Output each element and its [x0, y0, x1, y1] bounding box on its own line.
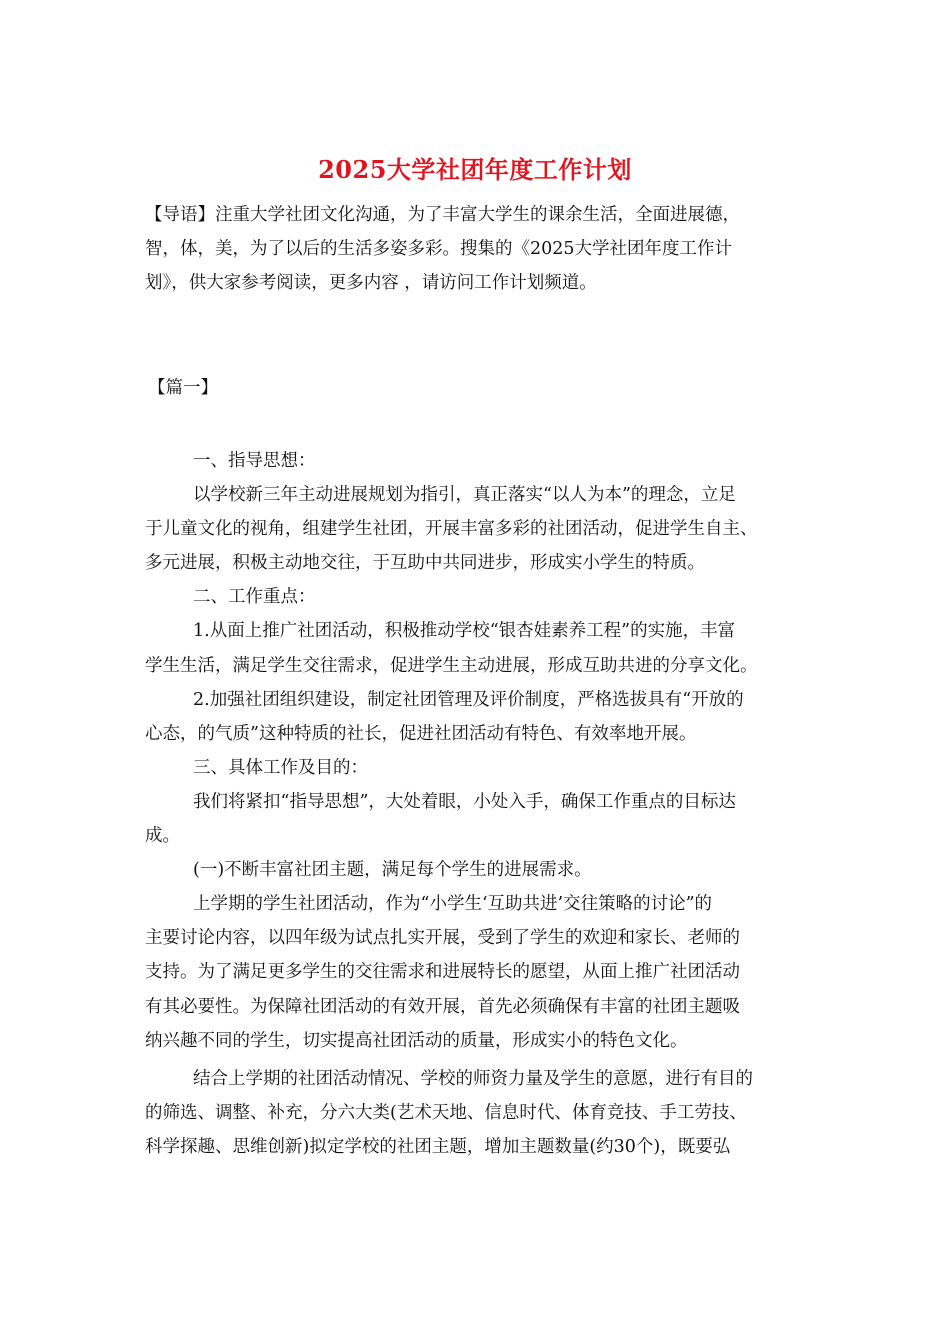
intro-paragraph: [145, 198, 807, 300]
paragraph-line: 纳兴趣不同的学生，切实提高社团活动的质量，形成实小的特色文化。: [145, 1030, 688, 1051]
paragraph-line: 的筛选、调整、补充，分六大类(艺术天地、信息时代、体育竞技、手工劳技、: [145, 1102, 747, 1123]
intro-line: 智，体，美，为了以后的生活多姿多彩。搜集的《2025大学社团年度工作计: [145, 239, 733, 259]
paragraph-line: 于儿童文化的视角，组建学生社团，开展丰富多彩的社团活动，促进学生自主、: [145, 519, 758, 540]
paragraph-line: 以学校新三年主动进展规划为指引，真正落实“以人为本”的理念，立足: [193, 485, 736, 506]
paragraph-line: 多元进展，积极主动地交往，于互助中共同进步，形成实小学生的特质。: [145, 553, 705, 574]
paragraph-line: 学生生活，满足学生交往需求，促进学生主动进展，形成互助共进的分享文化。: [145, 655, 758, 676]
paragraph-line: 支持。为了满足更多学生的交往需求和进展特长的愿望，从面上推广社团活动: [145, 962, 740, 983]
heading-specific-work: 三、具体工作及目的：: [193, 757, 368, 778]
paragraph-line: 主要讨论内容，以四年级为试点扎实开展，受到了学生的欢迎和家长、老师的: [145, 928, 740, 949]
document-title: 2025大学社团年度工作计划: [318, 155, 632, 184]
subheading-line: (一)不断丰富社团主题，满足每个学生的进展需求。: [193, 860, 592, 881]
intro-line: 【导语】注重大学社团文化沟通，为了丰富大学生的课余生活，全面进展德，: [145, 205, 740, 225]
heading-work-focus: 二、工作重点：: [193, 587, 316, 608]
paragraph-line: 2.加强社团组织建设，制定社团管理及评价制度，严格选拔具有“开放的: [193, 689, 744, 710]
paragraph-line: 结合上学期的社团活动情况、学校的师资力量及学生的意愿，进行有目的: [193, 1068, 753, 1089]
body-text: [145, 444, 807, 1164]
paragraph-line: 我们将紧扣“指导思想”，大处着眼，小处入手，确保工作重点的目标达: [193, 791, 736, 812]
section-label: 【篇一】: [148, 378, 218, 398]
intro-line: 划》，供大家参考阅读，更多内容 ，请访问工作计划频道。: [145, 273, 597, 293]
paragraph-line: 科学探趣、思维创新)拟定学校的社团主题，增加主题数量(约30个)，既要弘: [145, 1136, 731, 1157]
paragraph-line: 上学期的学生社团活动，作为“小学生‘互助共进’交往策略的讨论”的: [193, 894, 713, 915]
paragraph-line: 成。: [145, 826, 180, 847]
paragraph-line: 1.从面上推广社团活动，积极推动学校“银杏娃素养工程”的实施，丰富: [193, 621, 736, 642]
paragraph-line: 心态，的气质”这种特质的社长，促进社团活动有特色、有效率地开展。: [145, 723, 697, 744]
heading-guiding-ideology: 一、指导思想：: [193, 451, 316, 471]
paragraph-line: 有其必要性。为保障社团活动的有效开展，首先必须确保有丰富的社团主题吸: [145, 996, 740, 1017]
